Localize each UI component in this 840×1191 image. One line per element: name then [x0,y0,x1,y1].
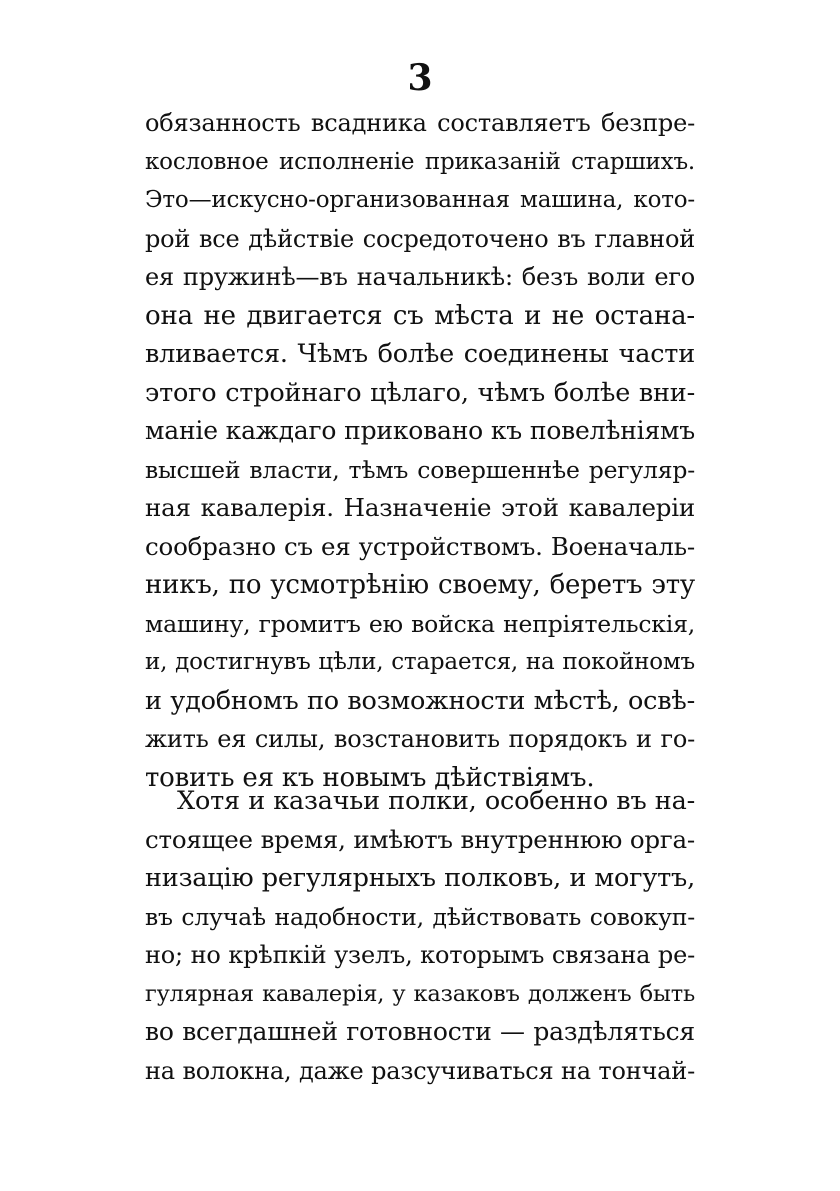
text-line: ея пружинѣ—въ начальникѣ: безъ воли его [145,263,695,291]
page-number: 3 [407,57,433,99]
text-line: гулярная кавалерія, у казаковъ долженъ быть [145,980,695,1007]
text-line: она не двигается съ мѣста и не остана- [145,300,695,331]
text-line: никъ, по усмотрѣнію своему, беретъ эту [145,570,695,600]
text-line: кословное исполненіе приказаній старшихъ. [145,148,695,175]
text-line: и удобномъ по возможности мѣстѣ, освѣ- [145,685,695,716]
text-line: и, достигнувъ цѣли, старается, на покойномъ [145,649,695,675]
text-line: въ случаѣ надобности, дѣйствовать совокуп- [145,902,695,931]
text-line: сообразно съ ея устройствомъ. Военачаль- [145,531,695,561]
text-line: ная кавалерія. Назначеніе этой кавалеріи [145,493,695,522]
text-line: стоящее время, имѣютъ внутреннюю орга- [145,824,695,854]
text-line: но; но крѣпкій узелъ, которымъ связана ре- [145,941,695,969]
text-line: машину, громитъ ею войска непріятельскія, [145,609,695,638]
text-line: этого стройнаго цѣлаго, чѣмъ болѣе вни- [145,377,695,408]
text-line: товить ея къ новымъ дѣйствіямъ. [145,762,595,793]
text-line: низацію регулярныхъ полковъ, и могутъ, [145,863,695,893]
text-line: рой все дѣйствіе сосредоточено въ главной [145,224,695,253]
text-line: обязанность всадника составляетъ безпре- [145,109,695,137]
text-line: вливается. Чѣмъ болѣе соединены части [145,339,695,369]
paragraph-1 [145,104,695,797]
text-line: высшей власти, тѣмъ совершеннѣе регуляр- [145,455,695,484]
text-line: во всегдашней готовности — раздѣляться [145,1017,695,1046]
text-line: жить ея силы, возстановить порядокъ и го- [145,725,695,753]
text-line: Хотя и казачьи полки, особенно въ на- [177,786,695,816]
paragraph-2 [145,782,695,1090]
text-line: Это—искусно-организованная машина, кото- [145,187,695,213]
text-line: маніе каждаго приковано къ повелѣніямъ [145,416,695,445]
text-line: на волокна, даже разсучиваться на тончай- [145,1056,695,1085]
